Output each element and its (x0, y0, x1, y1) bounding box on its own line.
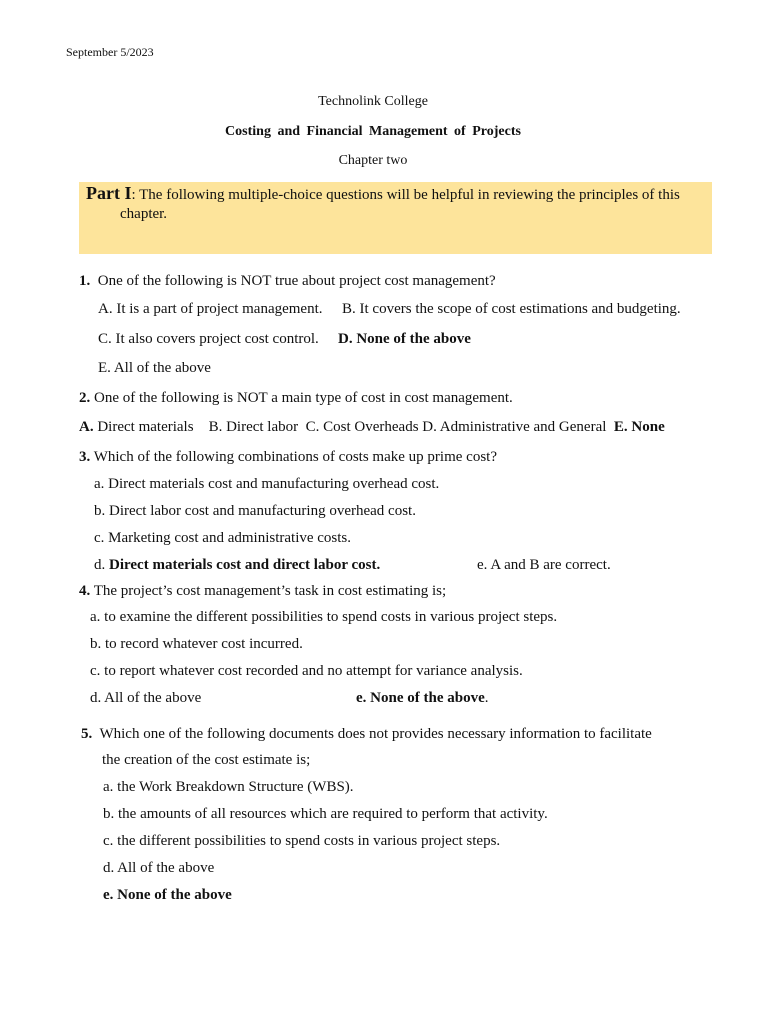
option-5e: e. None of the above (103, 887, 232, 903)
college-name: Technolink College (318, 94, 428, 109)
question-text: Which of the following combinations of costs make up prime cost? (93, 449, 497, 465)
chapter-label: Chapter two (338, 153, 408, 168)
question-number: 2. (79, 390, 91, 406)
option-5a: a. the Work Breakdown Structure (WBS). (103, 779, 354, 795)
course-title: Costing and Financial Management of Projects (225, 124, 521, 139)
question-text: One of the following is NOT true about project cost management? (97, 273, 496, 289)
question-2 (79, 390, 513, 407)
option-2b: B. Direct labor (208, 419, 299, 435)
option-4e (356, 690, 488, 707)
option-2d: D. Administrative and General (422, 419, 607, 435)
question-text: The project’s cost management’s task in cost estimating is; (93, 583, 447, 599)
option-1e: E. All of the above (98, 360, 211, 376)
option-4c: c. to report whatever cost recorded and no attempt for variance analysis. (90, 663, 523, 679)
question-text-line2: the creation of the cost estimate is; (102, 752, 311, 768)
part-label: Part I (86, 183, 132, 203)
option-5c: c. the different possibilities to spend costs in various project steps. (103, 833, 501, 849)
option-3e: e. A and B are correct. (477, 557, 611, 573)
option-3d-text: Direct materials cost and direct labor cost. (109, 557, 381, 573)
option-4e-period: . (484, 690, 489, 706)
question-5 (81, 726, 652, 743)
option-1a: A. It is a part of project management. (98, 301, 323, 317)
question-1 (79, 273, 496, 290)
option-4a: a. to examine the different possibilities to spend costs in various project steps. (90, 609, 558, 625)
question-3 (79, 449, 497, 466)
option-4b: b. to record whatever cost incurred. (90, 636, 303, 652)
question-4 (79, 583, 446, 600)
option-3b: b. Direct labor cost and manufacturing overhead cost. (94, 503, 416, 519)
option-1b: B. It covers the scope of cost estimations and budgeting. (342, 301, 681, 317)
option-4d: d. All of the above (90, 690, 202, 706)
question-number: 4. (79, 583, 91, 599)
option-2a-letter: A. (79, 419, 94, 435)
option-5b: b. the amounts of all resources which are required to perform that activity. (103, 806, 548, 822)
option-2e: E. None (613, 419, 665, 435)
question-number: 5. (81, 726, 93, 742)
option-2c: C. Cost Overheads (305, 419, 419, 435)
part-intro (86, 184, 703, 224)
question-number: 1. (79, 273, 91, 289)
option-4e-text: e. None of the above (356, 690, 485, 706)
option-row-2 (79, 419, 665, 436)
option-1d: D. None of the above (338, 331, 471, 347)
option-1c: C. It also covers project cost control. (98, 331, 319, 347)
option-3a: a. Direct materials cost and manufacturing overhead cost. (94, 476, 440, 492)
option-3d (94, 557, 380, 574)
option-2a: Direct materials (97, 419, 194, 435)
document-date: September 5/2023 (66, 45, 154, 59)
part-intro-line1: : The following multiple-choice questions will be helpful in reviewing the principles of this (131, 187, 680, 203)
option-3d-letter: d. (94, 557, 106, 573)
option-3c: c. Marketing cost and administrative costs. (94, 530, 352, 546)
part-intro-line2: chapter. (120, 206, 168, 222)
question-text-line1: Which one of the following documents does not provides necessary information to facilitate (99, 726, 652, 742)
question-number: 3. (79, 449, 91, 465)
question-text: One of the following is NOT a main type of cost in cost management. (94, 390, 513, 406)
option-5d: d. All of the above (103, 860, 215, 876)
